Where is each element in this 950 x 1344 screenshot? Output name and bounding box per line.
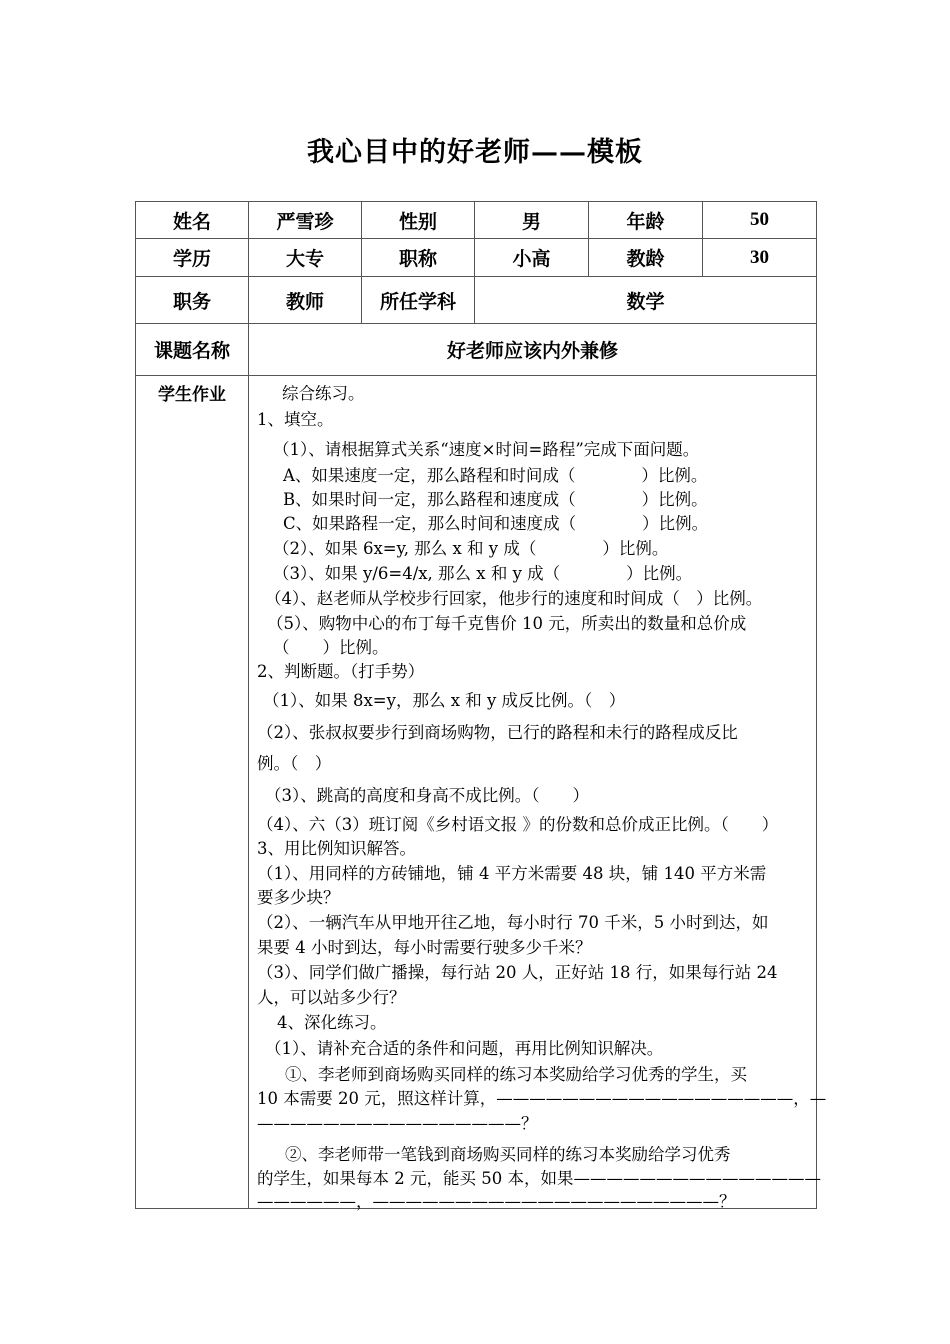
- homework-line: B、如果时间一定，那么路程和速度成（ ）比例。: [283, 490, 708, 509]
- position-value: 教师: [249, 277, 362, 324]
- homework-line: （1）、用同样的方砖铺地，铺 4 平方米需要 48 块，铺 140 平方米需: [257, 864, 767, 883]
- homework-line: （1）、如果 8x=y，那么 x 和 y 成反比例。（ ）: [263, 691, 626, 710]
- subject-value: 数学: [475, 277, 817, 324]
- homework-line: （4）、六（3）班订阅《乡村语文报 》的份数和总价成正比例。（ ）: [257, 815, 779, 834]
- homework-line: A、如果速度一定，那么路程和时间成（ ）比例。: [283, 466, 708, 485]
- gender-value: 男: [475, 202, 589, 239]
- age-value: 50: [703, 202, 817, 239]
- homework-line: （ ）比例。: [273, 638, 389, 657]
- edu-value: 大专: [249, 239, 362, 277]
- homework-line: 4、深化练习。: [277, 1013, 387, 1032]
- subject-label: 所任学科: [362, 277, 475, 324]
- homework-line: 10 本需要 20 元，照这样计算，——————————————————，—: [257, 1089, 827, 1108]
- homework-line: C、如果路程一定，那么时间和速度成（ ）比例。: [283, 514, 709, 533]
- homework-line: （2）、如果 6x=y, 那么 x 和 y 成（ ）比例。: [273, 539, 669, 558]
- homework-content: [249, 376, 827, 1211]
- teach-years-value: 30: [703, 239, 817, 277]
- age-label: 年龄: [589, 202, 703, 239]
- position-label: 职务: [136, 277, 249, 324]
- teach-years-label: 教龄: [589, 239, 703, 277]
- rank-value: 小高: [475, 239, 589, 277]
- gender-label: 性别: [362, 202, 475, 239]
- homework-line: （3）、跳高的高度和身高不成比例。（ ）: [265, 786, 589, 805]
- homework-line: （4）、赵老师从学校步行回家，他步行的速度和时间成（ ）比例。: [265, 589, 763, 608]
- homework-line: 2、判断题。（打手势）: [257, 662, 425, 681]
- homework-line: 综合练习。: [282, 384, 365, 403]
- name-value: 严雪珍: [249, 202, 362, 239]
- homework-line: （5）、购物中心的布丁每千克售价 10 元，所卖出的数量和总价成: [267, 614, 747, 633]
- rank-label: 职称: [362, 239, 475, 277]
- homework-line: 1、填空。: [257, 410, 334, 429]
- homework-label: 学生作业: [136, 376, 249, 1209]
- homework-line: （3）、同学们做广播操，每行站 20 人，正好站 18 行，如果每行站 24: [257, 963, 778, 982]
- homework-line: （3）、如果 y/6=4/x, 那么 x 和 y 成（ ）比例。: [273, 564, 693, 583]
- name-label: 姓名: [136, 202, 249, 239]
- homework-line: 人，可以站多少行？: [257, 988, 406, 1007]
- homework-cell: [249, 376, 827, 1211]
- homework-line: 要多少块？: [257, 888, 340, 907]
- homework-line: （2）、张叔叔要步行到商场购物，已行的路程和未行的路程成反比: [257, 723, 738, 742]
- page-title: 我心目中的好老师——模板: [307, 137, 643, 168]
- topic-label: 课题名称: [136, 324, 249, 376]
- teacher-info-table: [135, 201, 827, 1211]
- homework-line: 的学生，如果每本 2 元，能买 50 本，如果———————————————: [257, 1169, 821, 1188]
- homework-line: 3、用比例知识解答。: [257, 839, 416, 858]
- homework-line: （1）、请根据算式关系“速度×时间=路程”完成下面问题。: [273, 440, 700, 459]
- homework-line: （2）、一辆汽车从甲地开往乙地，每小时行 70 千米，5 小时到达，如: [257, 913, 769, 932]
- homework-line: 果要 4 小时到达，每小时需要行驶多少千米？: [257, 938, 592, 957]
- homework-line: ②、李老师带一笔钱到商场购买同样的练习本奖励给学习优秀: [285, 1145, 731, 1164]
- edu-label: 学历: [136, 239, 249, 277]
- homework-line: ①、李老师到商场购买同样的练习本奖励给学习优秀的学生，买: [285, 1065, 747, 1084]
- homework-line: ——————，—————————————————————？: [257, 1192, 736, 1211]
- topic-value: 好老师应该内外兼修: [249, 324, 817, 376]
- homework-line: （1）、请补充合适的条件和问题，再用比例知识解决。: [265, 1039, 664, 1058]
- homework-line: ————————————————？: [257, 1114, 538, 1133]
- homework-line: 例。（ ）: [257, 754, 332, 773]
